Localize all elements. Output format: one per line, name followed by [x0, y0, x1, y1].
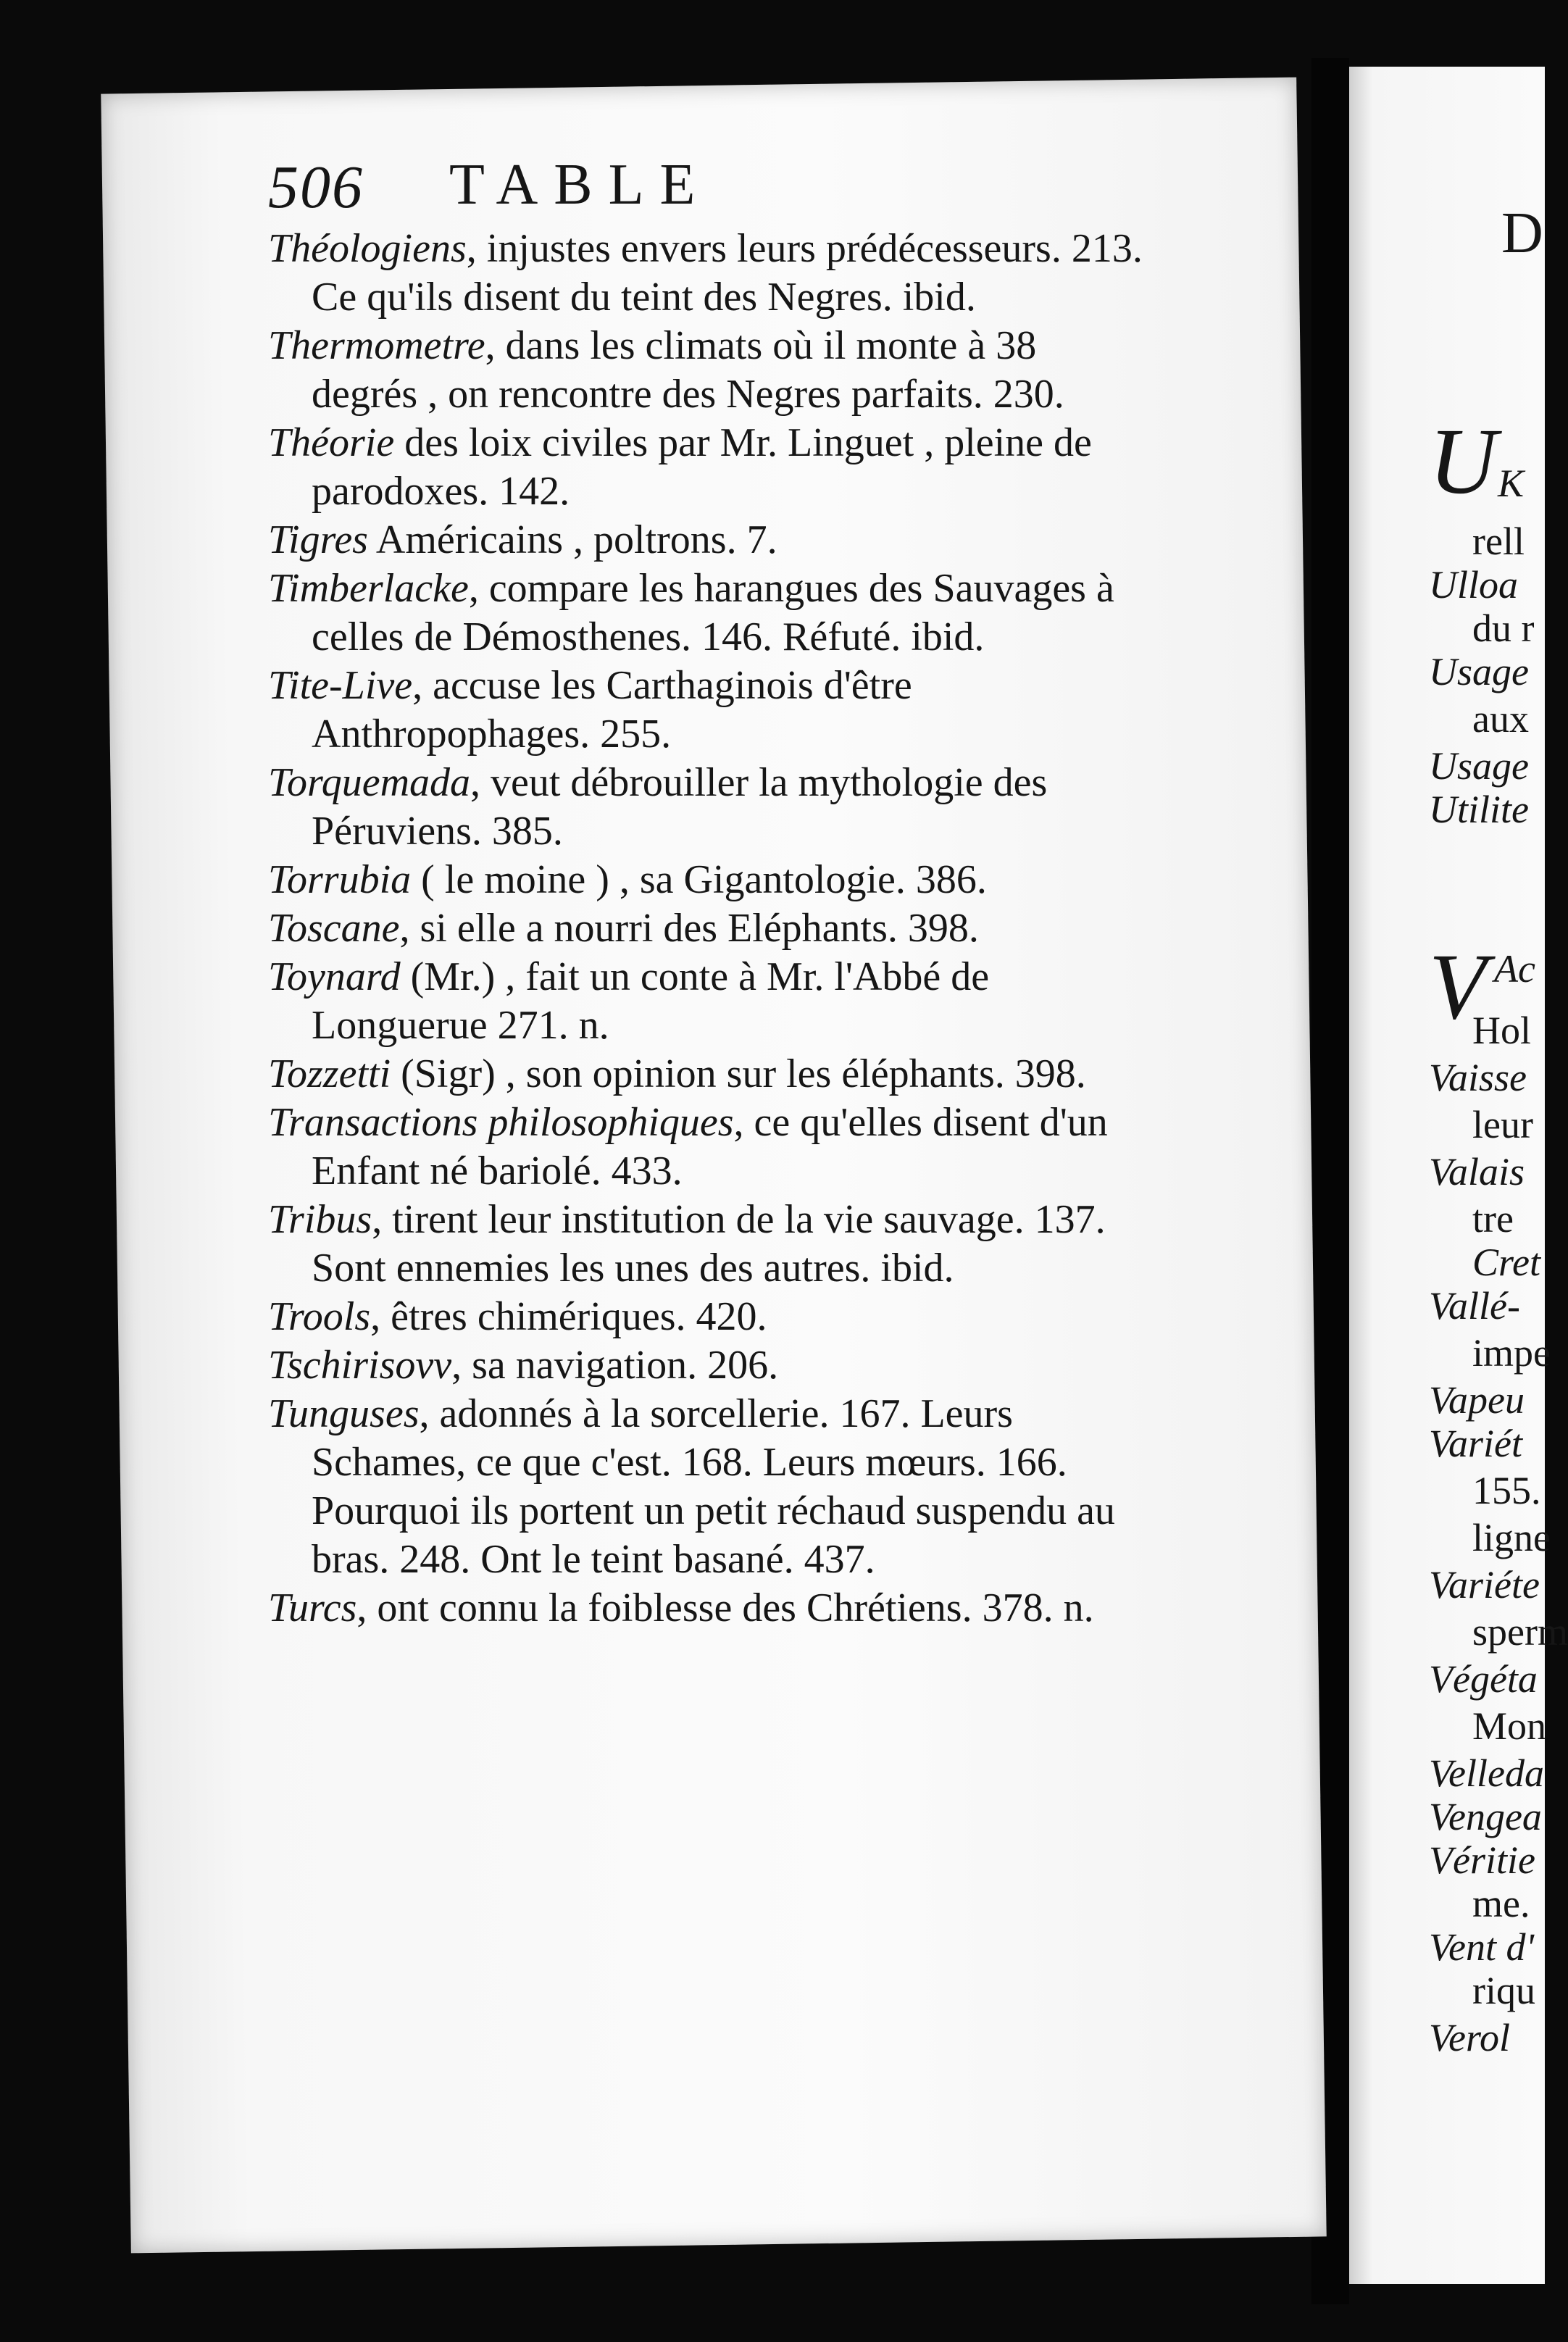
right-fragment: Velleda — [1429, 1751, 1544, 1795]
right-fragment: Vent d' — [1429, 1925, 1535, 1969]
right-fragment: riqu — [1472, 1969, 1535, 2012]
right-fragment: Ulloa — [1429, 563, 1519, 607]
entry-text: , tirent leur institution de la vie sauvage. 137. Sont ennemies les unes des autres. ibid. — [312, 1197, 1106, 1291]
entry-text: , injustes envers leurs prédécesseurs. 213. Ce qu'ils disent du teint des Negres. ibid. — [312, 226, 1143, 320]
right-fragment: K — [1498, 462, 1525, 505]
right-fragment: tre — [1472, 1197, 1514, 1241]
right-fragment: Usage — [1429, 650, 1529, 693]
entry-headword: Tunguses — [268, 1391, 420, 1436]
right-fragment: me. — [1472, 1882, 1530, 1925]
index-entry — [268, 759, 1152, 856]
index-entry — [268, 1196, 1152, 1293]
right-fragment: Vallé- — [1429, 1284, 1520, 1328]
index-entry — [268, 904, 1152, 953]
entry-text: , ont connu la foiblesse des Chrétiens. 378. n. — [356, 1585, 1094, 1630]
right-fragment: Verol — [1429, 2016, 1510, 2059]
entry-headword: Turcs — [268, 1585, 357, 1630]
entry-headword: Thermometre — [268, 323, 485, 368]
entry-headword: Torquemada — [268, 760, 471, 805]
entry-text: , veut débrouiller la mythologie des Péruviens. 385. — [312, 760, 1048, 854]
right-fragment: Variéte — [1429, 1563, 1540, 1607]
right-fragment: Variét — [1429, 1422, 1522, 1465]
entry-text: , dans les climats où il monte à 38 degrés , on rencontre des Negres parfaits. 230. — [312, 323, 1064, 417]
right-fragment: Cret — [1472, 1241, 1540, 1284]
index-entry — [268, 322, 1152, 419]
index-entry — [268, 856, 1152, 904]
right-fragment: impe — [1472, 1331, 1551, 1375]
entry-headword: Tschirisovv — [268, 1343, 452, 1388]
running-head: TABLE — [449, 153, 712, 217]
entry-text: , sa navigation. 206. — [451, 1343, 779, 1388]
index-entry — [268, 564, 1152, 662]
right-fragment: Végéta — [1429, 1657, 1538, 1701]
index-entry — [268, 662, 1152, 759]
right-page — [1349, 67, 1568, 2284]
entry-text: , ce qu'elles disent d'un Enfant né bariolé. 433. — [312, 1100, 1108, 1193]
right-fragment: aux — [1472, 697, 1529, 741]
entry-text: , accuse les Carthaginois d'être Anthropophages. 255. — [312, 663, 912, 757]
right-fragment: 155. — [1472, 1469, 1541, 1512]
right-fragment: Ac — [1494, 947, 1535, 991]
entry-text: , si elle a nourri des Eléphants. 398. — [399, 906, 979, 951]
entry-text: (Mr.) , fait un conte à Mr. l'Abbé de Longuerue 271. n. — [312, 954, 990, 1048]
entry-headword: Transactions philosophiques — [268, 1100, 734, 1145]
entry-text: , êtres chimériques. 420. — [370, 1294, 767, 1339]
right-fragment: du r — [1472, 607, 1535, 650]
right-fragment: Valais — [1429, 1150, 1525, 1193]
right-fragment: Utilite — [1429, 788, 1529, 831]
entry-headword: Toscane — [268, 906, 400, 951]
index-entry — [268, 1584, 1152, 1633]
entry-text: , adonnés à la sorcellerie. 167. Leurs Schames, ce que c'est. 168. Leurs mœurs. 166. Pourquoi ils portent un petit réchaud suspendu au bras. 248. Ont le teint basané. 437. — [312, 1391, 1115, 1582]
entry-headword: Tite-Live — [268, 663, 413, 708]
entry-text: des loix civiles par Mr. Linguet , pleine de parodoxes. 142. — [312, 420, 1092, 514]
right-fragment: Vengea — [1429, 1795, 1542, 1838]
page-header — [268, 152, 993, 232]
right-fragment: Usage — [1429, 744, 1529, 788]
right-fragment: Mon — [1472, 1704, 1547, 1748]
right-running-head: D — [1501, 201, 1543, 265]
entry-headword: Théologiens — [268, 226, 467, 271]
entry-headword: Torrubia — [268, 857, 412, 902]
entry-headword: Tigres — [268, 517, 368, 562]
entry-headword: Timberlacke — [268, 566, 469, 611]
index-entry — [268, 1390, 1152, 1584]
right-fragment: ligne — [1472, 1516, 1551, 1559]
entry-text: ( le moine ) , sa Gigantologie. 386. — [411, 857, 987, 902]
right-fragment: Véritie — [1429, 1838, 1535, 1882]
right-drop-initial: U — [1429, 409, 1497, 514]
index-entry — [268, 225, 1152, 322]
index-entry — [268, 1293, 1152, 1341]
index-entry — [268, 1341, 1152, 1390]
entry-headword: Trools — [268, 1294, 371, 1339]
right-fragment: Vapeu — [1429, 1378, 1525, 1422]
entry-text: , compare les harangues des Sauvages à celles de Démosthenes. 146. Réfuté. ibid. — [312, 566, 1114, 659]
entry-text: Américains , poltrons. 7. — [367, 517, 777, 562]
right-drop-initial: V — [1429, 935, 1487, 1039]
index-entry — [268, 1050, 1152, 1099]
right-fragment: Vaisse — [1429, 1056, 1527, 1099]
index-entry — [268, 953, 1152, 1050]
index-entry — [268, 1099, 1152, 1196]
right-fragment: rell — [1472, 520, 1525, 563]
page-number: 506 — [268, 154, 364, 221]
right-fragment: sperm — [1472, 1610, 1568, 1654]
right-fragment: Hol — [1472, 1009, 1531, 1052]
right-fragment: leur — [1472, 1103, 1533, 1146]
entry-headword: Toynard — [268, 954, 401, 999]
entry-text: (Sigr) , son opinion sur les éléphants. 398. — [391, 1051, 1086, 1096]
index-entry — [268, 516, 1152, 564]
entry-headword: Théorie — [268, 420, 395, 465]
index-entry — [268, 419, 1152, 516]
entry-headword: Tozzetti — [268, 1051, 391, 1096]
entry-headword: Tribus — [268, 1197, 372, 1242]
index-entries — [268, 225, 1152, 1633]
